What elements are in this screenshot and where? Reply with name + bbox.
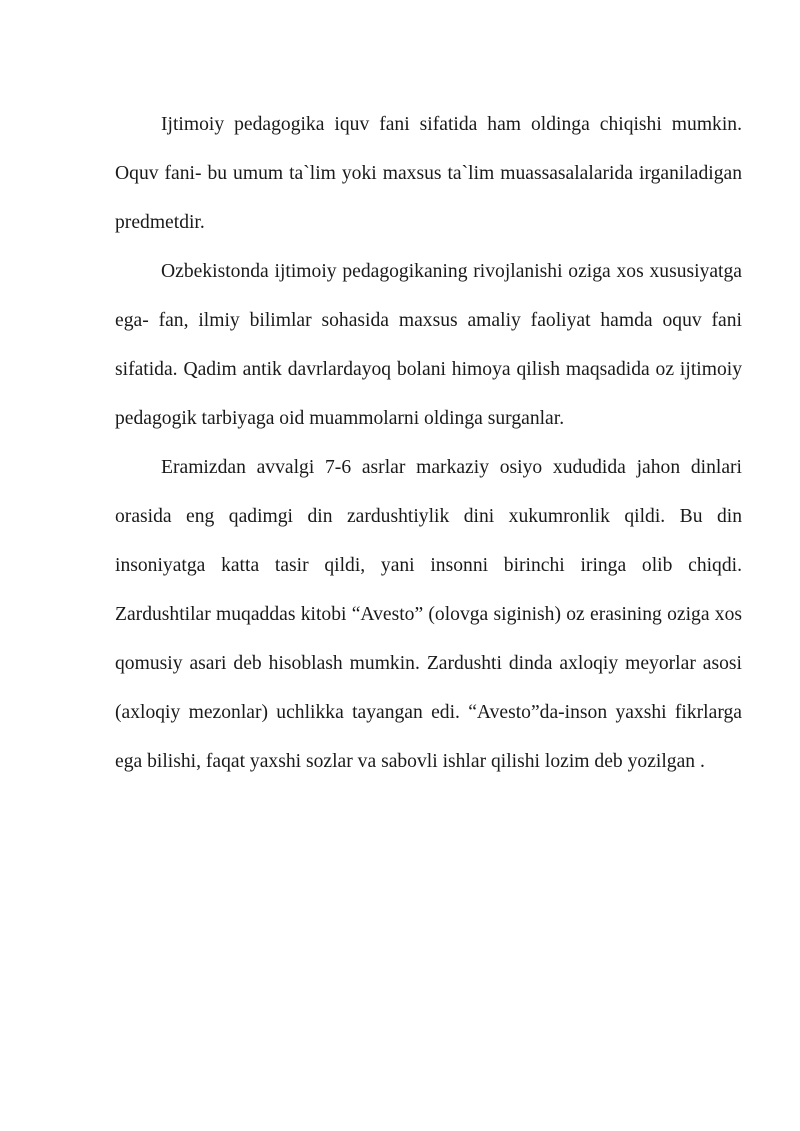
paragraph-2: Ozbekistonda ijtimoiy pedagogikaning rivojlanishi oziga xos xususiyatga ega- fan, ilmiy bilimlar sohasida maxsus amaliy faoliyat hamda oquv fani sifatida. Qadim antik davrlardayoq bolani himoya qilish maqsadida oz ijtimoiy pedagogik tarbiyaga oid muammolarni oldinga surganlar. <box>115 261 742 429</box>
paragraph-3: Eramizdan avvalgi 7-6 asrlar markaziy osiyo xududida jahon dinlari orasida eng qadimgi din zardushtiylik dini xukumronlik qildi. Bu din insoniyatga katta tasir qildi, yani insonni birinchi iringa olib chiqdi. Zardushtilar muqaddas kitobi “Avesto” (olovga siginish) oz erasining oziga xos qomusiy asari deb hisoblash mumkin. Zardushti dinda axloqiy meyorlar asosi (axloqiy mezonlar) uchlikka tayangan edi. “Avesto”da-inson yaxshi fikrlarga ega bilishi, faqat yaxshi sozlar va sabovli ishlar qilishi lozim deb yozilgan . <box>115 457 742 772</box>
paragraph-1: Ijtimoiy pedagogika iquv fani sifatida ham oldinga chiqishi mumkin. Oquv fani- bu umum ta`lim yoki maxsus ta`lim muassasalalarida irganiladigan predmetdir. <box>115 114 742 233</box>
document-body <box>115 100 742 786</box>
